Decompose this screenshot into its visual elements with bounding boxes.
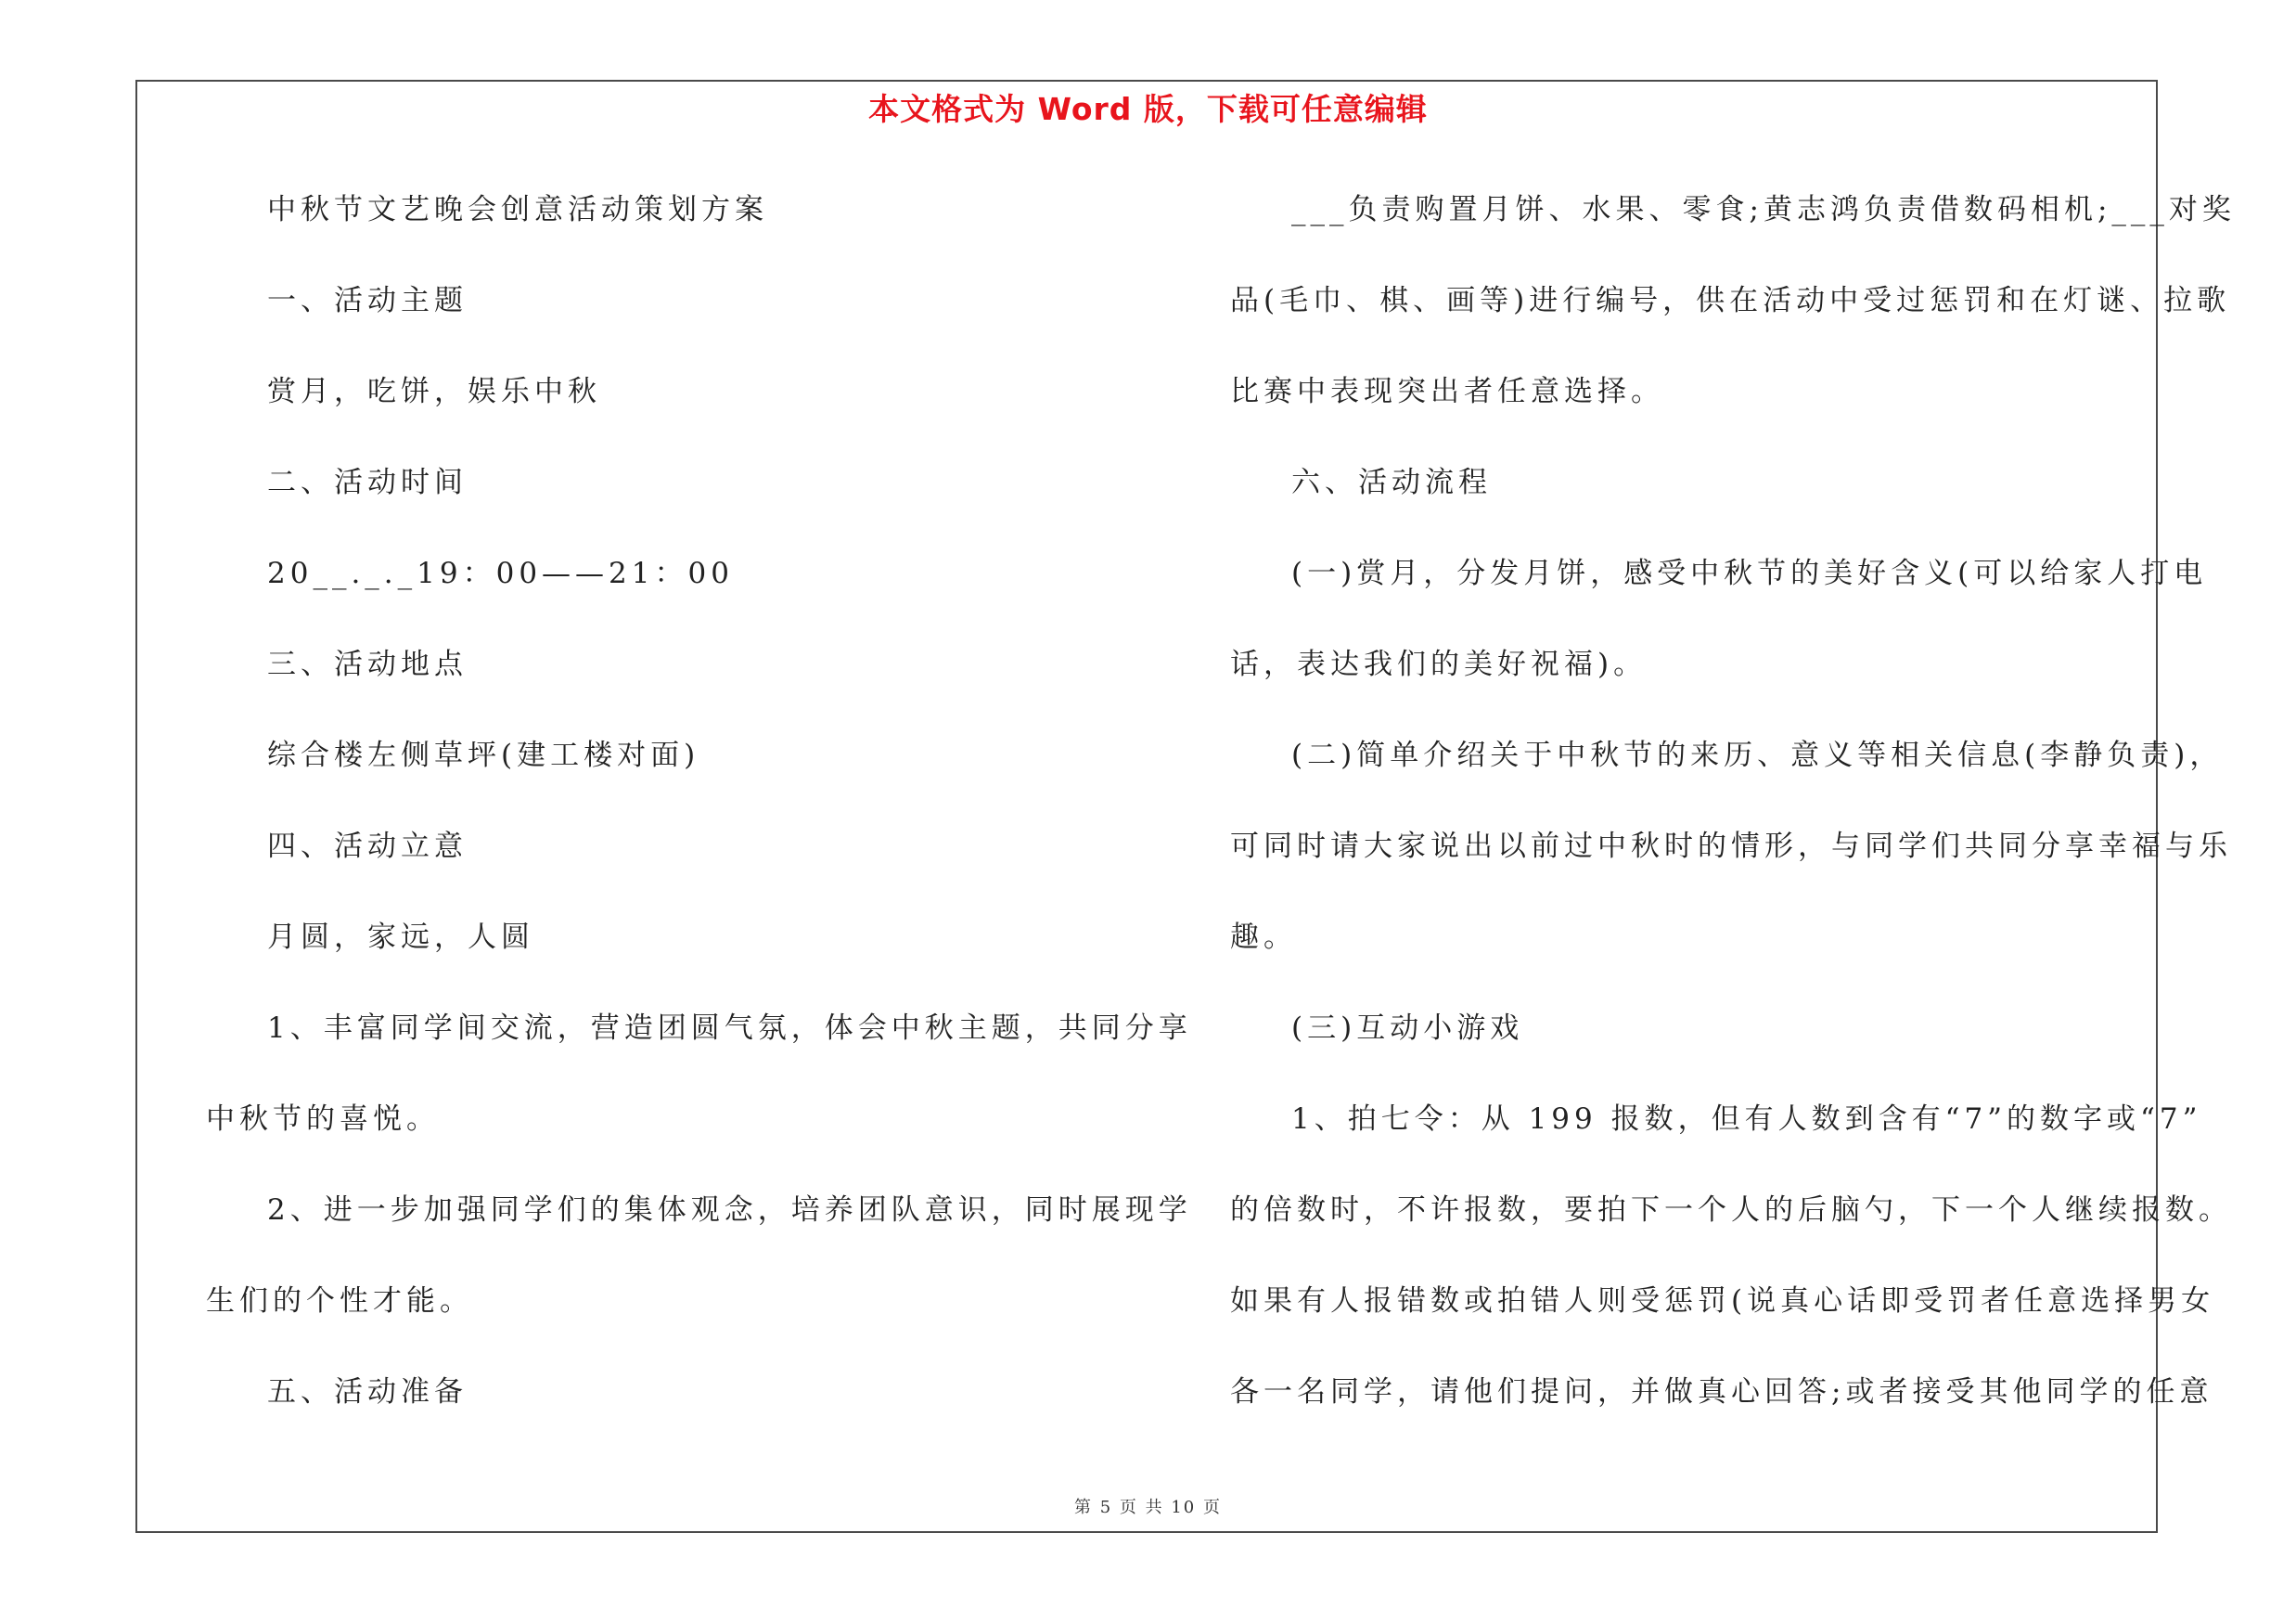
left-column: [206, 182, 1192, 1455]
paragraph-line: 1、丰富同学间交流，营造团圆气氛，体会中秋主题，共同分享: [267, 1011, 1192, 1045]
paragraph-line: 趣。: [1230, 921, 1297, 954]
right-column: [1230, 182, 2236, 1455]
paragraph-line: 月圆，家远，人圆: [267, 921, 534, 954]
paragraph-line: 可同时请大家说出以前过中秋时的情形，与同学们共同分享幸福与乐: [1230, 830, 2232, 863]
paragraph-line: (三)互动小游戏: [1291, 1011, 1524, 1045]
paragraph-line: 赏月，吃饼，娱乐中秋: [267, 375, 601, 408]
paragraph-line: 三、活动地点: [267, 648, 468, 681]
paragraph-line: 综合楼左侧草坪(建工楼对面): [267, 739, 700, 772]
paragraph-line: 中秋节的喜悦。: [206, 1102, 440, 1136]
paragraph-line: 1、拍七令：从 199 报数，但有人数到含有“7”的数字或“7”: [1291, 1102, 2202, 1136]
paragraph-line: 话，表达我们的美好祝福)。: [1230, 648, 1648, 681]
paragraph-line: 生们的个性才能。: [206, 1284, 473, 1318]
paragraph-line: 五、活动准备: [267, 1375, 468, 1409]
paragraph-line: (一)赏月，分发月饼，感受中秋节的美好含义(可以给家人打电: [1291, 557, 2208, 590]
paragraph-line: 四、活动立意: [267, 830, 468, 863]
paragraph-line: 二、活动时间: [267, 466, 468, 499]
word-format-banner: 本文格式为 Word 版，下载可任意编辑: [868, 91, 1428, 127]
paragraph-line: 2、进一步加强同学们的集体观念，培养团队意识，同时展现学: [267, 1193, 1192, 1227]
paragraph-line: 六、活动流程: [1291, 466, 1492, 499]
paragraph-line: 20__._._19：00——21：00: [267, 557, 734, 590]
paragraph-line: 中秋节文艺晚会创意活动策划方案: [267, 193, 768, 226]
paragraph-line: (二)简单介绍关于中秋节的来历、意义等相关信息(李静负责)，: [1291, 739, 2224, 772]
paragraph-line: 比赛中表现突出者任意选择。: [1230, 375, 1664, 408]
paragraph-line: 一、活动主题: [267, 284, 468, 317]
page-number-footer: 第 5 页 共 10 页: [1074, 1498, 1222, 1517]
paragraph-line: ___负责购置月饼、水果、零食;黄志鸿负责借数码相机;___对奖: [1291, 193, 2236, 226]
paragraph-line: 品(毛巾、棋、画等)进行编号，供在活动中受过惩罚和在灯谜、拉歌: [1230, 284, 2231, 317]
paragraph-line: 的倍数时，不许报数，要拍下一个人的后脑勺，下一个人继续报数。: [1230, 1193, 2232, 1227]
paragraph-line: 各一名同学，请他们提问，并做真心回答;或者接受其他同学的任意: [1230, 1375, 2213, 1409]
paragraph-line: 如果有人报错数或拍错人则受惩罚(说真心话即受罚者任意选择男女: [1230, 1284, 2215, 1318]
